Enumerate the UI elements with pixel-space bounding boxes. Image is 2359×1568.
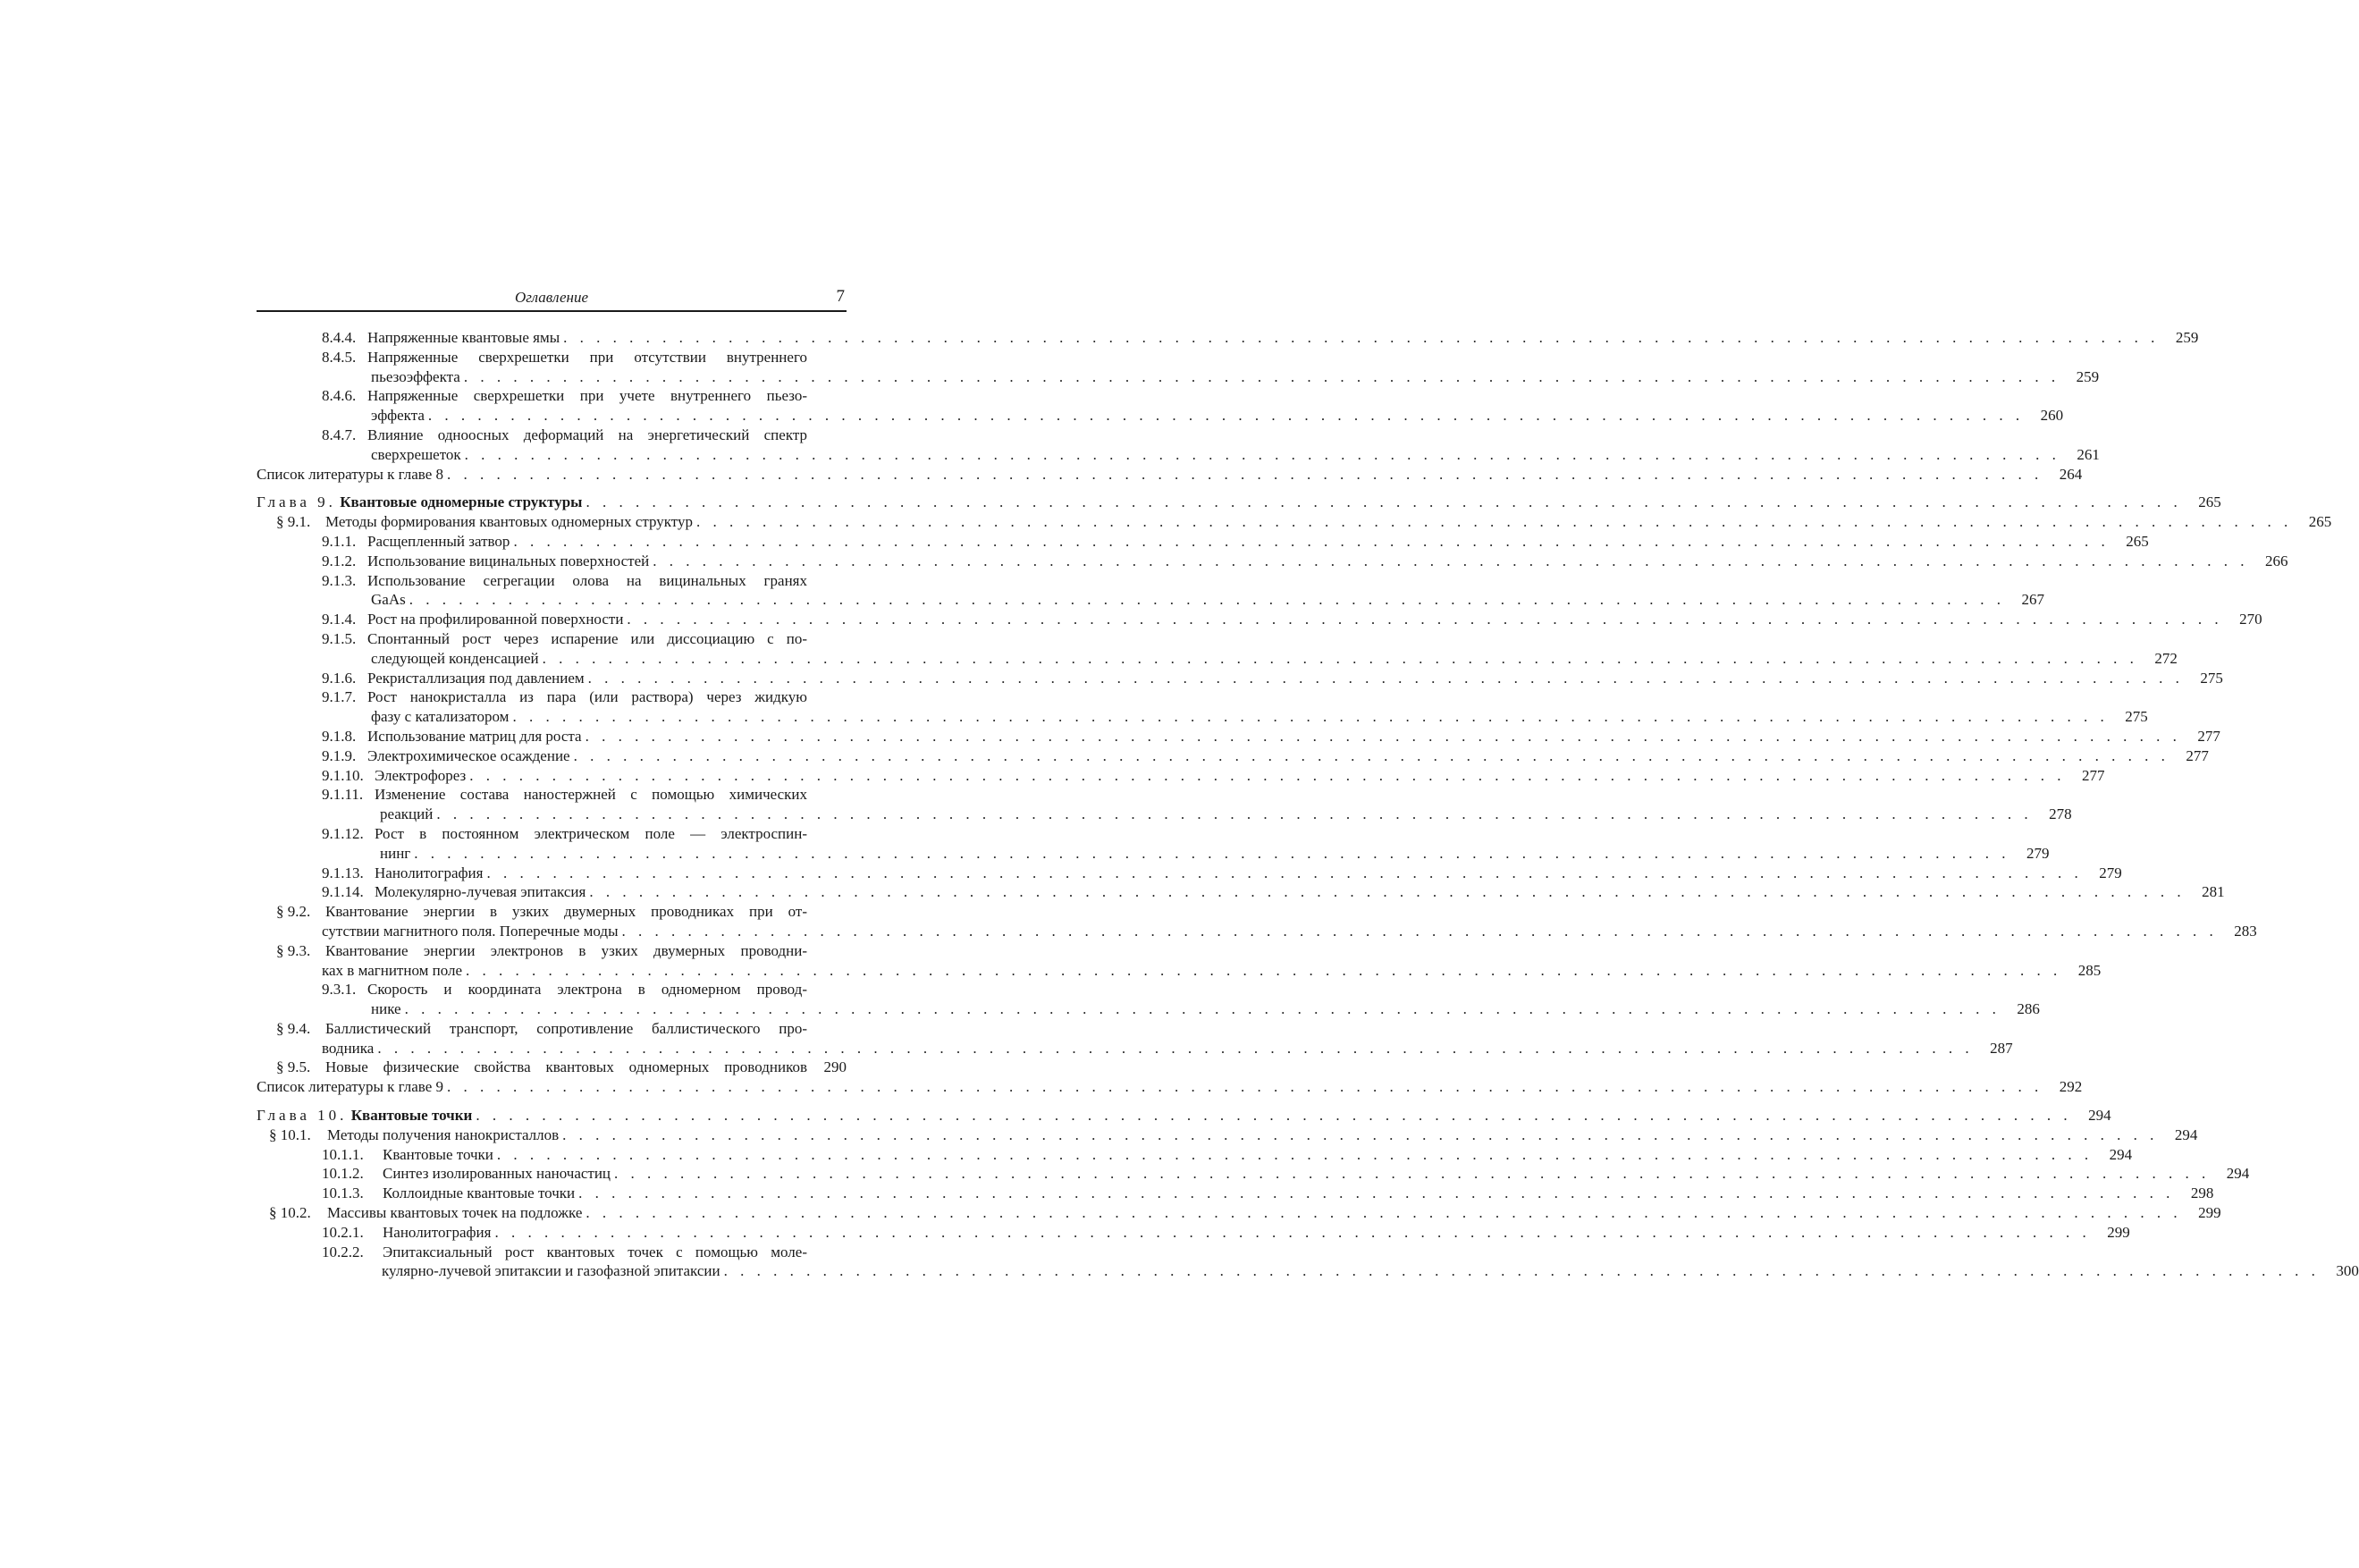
entry-number: 8.4.4. [322, 329, 357, 346]
toc-entry-8-4-6[interactable] [257, 386, 847, 406]
entry-page: 260 [2040, 407, 2064, 425]
dot-leader [374, 1039, 1973, 1058]
toc-entry-10-2-2-cont[interactable] [257, 1261, 2359, 1281]
toc-references-chapter-8[interactable] [257, 465, 2083, 485]
toc-entry-9-1-2[interactable] [257, 552, 2288, 571]
entry-page: 270 [2239, 611, 2262, 628]
dot-leader [570, 746, 2169, 766]
toc-entry-9-1-5-cont[interactable] [257, 649, 2178, 669]
entry-title-cont: нике [371, 1000, 401, 1018]
entry-number: 9.1.10. [322, 766, 364, 784]
toc-entry-8-4-5-cont[interactable] [257, 367, 2100, 387]
toc-entry-9-1-11-cont[interactable] [257, 805, 2072, 824]
dot-leader [460, 367, 2060, 387]
toc-entry-10-1-2[interactable] [257, 1164, 2250, 1184]
dot-leader [462, 961, 2061, 981]
toc-entry-9-1-6[interactable] [257, 669, 2223, 688]
toc-entry-8-4-7-cont[interactable] [257, 445, 2100, 465]
entry-page: 261 [2077, 445, 2100, 463]
dot-leader [472, 1106, 2071, 1125]
chapter-label: Глава 10. [257, 1107, 348, 1125]
entry-number: § 9.3. [276, 941, 311, 959]
entry-title: Массивы квантовых точек на подложке [327, 1204, 583, 1222]
toc-section-10-2[interactable] [257, 1203, 2221, 1223]
dot-leader [693, 512, 2292, 532]
dot-leader [493, 1145, 2093, 1165]
dot-leader [582, 727, 2181, 746]
entry-title: Методы получения нанокристаллов [327, 1125, 560, 1143]
dot-leader [443, 465, 2043, 485]
entry-title: Использование сегрегации олова на вицинальных гранях [367, 571, 807, 589]
entry-page: 259 [2175, 329, 2199, 346]
entry-number: 9.1.1. [322, 532, 357, 550]
entry-number: 9.1.3. [322, 571, 357, 589]
entry-page: 294 [2088, 1107, 2111, 1125]
entry-page: 294 [2174, 1125, 2198, 1143]
entry-title-cont: пьезоэффекта [371, 367, 460, 385]
entry-number: 9.1.8. [322, 727, 357, 745]
entry-page: 277 [2081, 766, 2105, 784]
entry-page: 277 [2197, 727, 2220, 745]
entry-number: § 9.5. [276, 1058, 311, 1076]
entry-title-cont: кулярно-лучевой эпитаксии и газофазной эпитаксии [382, 1262, 720, 1280]
dot-leader [410, 844, 2009, 864]
toc-entry-9-1-10[interactable] [257, 766, 2105, 786]
entry-number: 9.1.4. [322, 611, 357, 628]
toc-entry-9-1-11[interactable] [257, 785, 847, 805]
toc-section-9-2[interactable] [257, 902, 847, 922]
toc-chapter-9[interactable] [257, 493, 2221, 512]
entry-page: 275 [2125, 708, 2148, 726]
toc-section-9-4-cont[interactable] [257, 1039, 2013, 1058]
toc-entry-10-1-1[interactable] [257, 1145, 2133, 1165]
entry-page: 277 [2186, 746, 2209, 764]
toc-section-10-1[interactable] [257, 1125, 2198, 1145]
entry-page: 300 [2336, 1262, 2359, 1280]
entry-number: 9.1.9. [322, 746, 357, 764]
entry-number: 10.1.1. [322, 1145, 364, 1163]
chapter-title: Квантовые одномерные структуры [340, 493, 583, 511]
toc-entry-9-1-5[interactable] [257, 629, 847, 649]
toc-section-9-4[interactable] [257, 1019, 847, 1039]
entry-title: Нанолитография [375, 864, 484, 881]
toc-entry-8-4-5[interactable] [257, 348, 847, 367]
entry-title: Напряженные квантовые ямы [367, 329, 560, 346]
toc-entry-9-1-9[interactable] [257, 746, 2209, 766]
entry-title: Расщепленный затвор [367, 532, 510, 550]
toc-entry-10-2-1[interactable] [257, 1223, 2130, 1243]
entry-page: 278 [2049, 805, 2072, 823]
entry-title: Молекулярно-лучевая эпитаксия [375, 883, 586, 901]
entry-page: 259 [2076, 367, 2100, 385]
dot-leader [509, 707, 2108, 727]
entry-page: 265 [2198, 493, 2221, 511]
dot-leader [483, 864, 2082, 883]
entry-number: 8.4.7. [322, 426, 357, 443]
entry-number: 9.1.5. [322, 629, 357, 647]
entry-page: 275 [2200, 669, 2223, 687]
entry-title: Список литературы к главе 9 [257, 1078, 443, 1096]
toc-section-9-3-cont[interactable] [257, 961, 2102, 981]
entry-page: 283 [2234, 922, 2257, 940]
dot-leader [425, 406, 2024, 426]
entry-title: Синтез изолированных наночастиц [383, 1165, 611, 1183]
dot-leader [433, 805, 2032, 824]
toc-entry-9-3-1[interactable] [257, 980, 847, 999]
entry-number: 9.1.7. [322, 688, 357, 706]
toc-entry-8-4-4[interactable] [257, 328, 2199, 348]
entry-title: Электрохимическое осаждение [367, 746, 570, 764]
toc-entry-9-1-12[interactable] [257, 824, 847, 844]
entry-title-cont: сутствии магнитного поля. Поперечные моды [322, 922, 619, 940]
entry-page: 281 [2202, 883, 2225, 901]
dot-leader [586, 882, 2185, 902]
entry-number: 9.1.13. [322, 864, 364, 881]
dot-leader [539, 649, 2138, 669]
entry-page: 267 [2021, 591, 2044, 609]
entry-page: 287 [1990, 1039, 2013, 1057]
toc-section-9-1[interactable] [257, 512, 2332, 532]
entry-title: Новые физические свойства квантовых одномерных проводников [325, 1058, 807, 1076]
entry-number: 10.2.2. [322, 1243, 364, 1260]
toc-entry-9-1-13[interactable] [257, 864, 2122, 883]
dot-leader [575, 1184, 2174, 1203]
entry-title: Напряженные сверхрешетки при учете внутреннего пьезо- [367, 387, 807, 405]
table-of-contents [257, 328, 2359, 1281]
entry-page: 286 [2017, 1000, 2040, 1018]
toc-entry-9-1-12-cont[interactable] [257, 844, 2050, 864]
dot-leader [401, 999, 2001, 1019]
toc-section-9-2-cont[interactable] [257, 922, 2257, 941]
entry-page: 272 [2154, 649, 2178, 667]
running-title: Оглавление [514, 289, 589, 306]
entry-number: 10.1.2. [322, 1165, 364, 1183]
toc-chapter-10[interactable] [257, 1106, 2111, 1125]
entry-page: 279 [2026, 844, 2050, 862]
entry-title: Рекристаллизация под давлением [367, 669, 585, 687]
entry-number: 9.3.1. [322, 981, 357, 999]
entry-title-cont: фазу с катализатором [371, 708, 510, 726]
dot-leader [560, 328, 2159, 348]
entry-title: Баллистический транспорт, сопротивление баллистического про- [325, 1019, 807, 1037]
entry-page: 294 [2226, 1165, 2250, 1183]
entry-title-cont: ках в магнитном поле [322, 961, 463, 979]
entry-title-cont: эффекта [371, 407, 425, 425]
toc-entry-9-1-14[interactable] [257, 882, 2225, 902]
dot-leader [582, 1203, 2181, 1223]
dot-leader [443, 1077, 2043, 1097]
entry-title: Влияние одноосных деформаций на энергетический спектр [367, 426, 807, 443]
dot-leader [720, 1261, 2320, 1281]
toc-entry-9-1-1[interactable] [257, 532, 2149, 552]
entry-title: Эпитаксиальный рост квантовых точек с помощью моле- [383, 1243, 807, 1260]
entry-number: 10.2.1. [322, 1223, 364, 1241]
entry-title: Рост в постоянном электрическом поле — электроспин- [375, 824, 807, 842]
entry-title: Напряженные сверхрешетки при отсутствии внутреннего [367, 348, 807, 366]
toc-section-9-5[interactable] [257, 1058, 847, 1077]
entry-number: 9.1.6. [322, 669, 357, 687]
entry-title: Методы формирования квантовых одномерных структур [325, 513, 694, 531]
entry-number: § 10.2. [269, 1204, 311, 1222]
entry-page: 264 [2059, 465, 2083, 483]
dot-leader [619, 922, 2218, 941]
toc-entry-9-3-1-cont[interactable] [257, 999, 2040, 1019]
entry-number: 9.1.11. [322, 786, 364, 804]
entry-title: Использование вицинальных поверхностей [367, 552, 650, 569]
entry-title-cont: сверхрешеток [371, 445, 461, 463]
chapter-label: Глава 9. [257, 493, 336, 511]
entry-number: § 10.1. [269, 1125, 311, 1143]
entry-number: 9.1.12. [322, 824, 364, 842]
dot-leader [611, 1164, 2210, 1184]
dot-leader [461, 445, 2060, 465]
entry-title-cont: нинг [380, 844, 411, 862]
toc-entry-9-1-7[interactable] [257, 687, 847, 707]
entry-page: 266 [2264, 552, 2288, 569]
entry-number: § 9.1. [276, 513, 311, 531]
dot-leader [623, 610, 2222, 629]
page-header [257, 289, 847, 312]
entry-title-cont: реакций [380, 805, 434, 823]
entry-title-cont: GaAs [371, 591, 406, 609]
entry-title: Электрофорез [375, 766, 467, 784]
toc-entry-9-1-3-cont[interactable] [257, 590, 2044, 610]
entry-number: 8.4.5. [322, 348, 357, 366]
entry-title: Рост нанокристалла из пара (или раствора) через жидкую [367, 688, 807, 706]
entry-page: 294 [2109, 1145, 2133, 1163]
entry-title: Скорость и координата электрона в одномерном провод- [367, 981, 807, 999]
entry-title: Нанолитография [383, 1223, 492, 1241]
dot-leader [466, 766, 2065, 786]
entry-number: 8.4.6. [322, 387, 357, 405]
entry-page: 290 [823, 1058, 847, 1076]
entry-number: 9.1.2. [322, 552, 357, 569]
chapter-heading [257, 493, 582, 512]
dot-leader [649, 552, 2248, 571]
entry-number: § 9.2. [276, 903, 311, 921]
entry-number: 9.1.14. [322, 883, 364, 901]
entry-title: Квантование энергии в узких двумерных проводниках при от- [325, 903, 807, 921]
toc-entry-9-1-8[interactable] [257, 727, 2220, 746]
chapter-heading [257, 1106, 472, 1125]
entry-title-cont: водника [322, 1039, 375, 1057]
entry-page: 299 [2107, 1223, 2130, 1241]
toc-section-9-3[interactable] [257, 941, 847, 961]
entry-number: § 9.4. [276, 1019, 311, 1037]
entry-title: Коллоидные квантовые точки [383, 1184, 576, 1202]
dot-leader [585, 669, 2184, 688]
toc-entry-9-1-3[interactable] [257, 571, 847, 591]
toc-entry-8-4-7[interactable] [257, 426, 847, 445]
entry-title-cont: следующей конденсацией [371, 649, 539, 667]
entry-page: 285 [2077, 961, 2102, 979]
chapter-title: Квантовые точки [350, 1107, 473, 1125]
dot-leader [582, 493, 2181, 512]
entry-title: Список литературы к главе 8 [257, 465, 443, 483]
page-number: 7 [836, 287, 845, 306]
entry-title: Спонтанный рост через испарение или диссоциацию с по- [367, 629, 807, 647]
entry-title: Использование матриц для роста [367, 727, 582, 745]
toc-references-chapter-9[interactable] [257, 1077, 2083, 1097]
entry-page: 298 [2190, 1184, 2214, 1202]
toc-entry-10-2-2[interactable] [257, 1243, 847, 1262]
entry-title: Квантование энергии электронов в узких двумерных проводни- [325, 941, 807, 959]
toc-entry-9-1-7-cont[interactable] [257, 707, 2148, 727]
entry-number: 10.1.3. [322, 1184, 364, 1202]
toc-entry-10-1-3[interactable] [257, 1184, 2214, 1203]
entry-page: 279 [2099, 864, 2122, 881]
toc-entry-9-1-4[interactable] [257, 610, 2262, 629]
entry-title: Изменение состава наностержней с помощью химических [375, 786, 807, 804]
dot-leader [559, 1125, 2158, 1145]
entry-page: 292 [2059, 1078, 2083, 1096]
entry-page: 265 [2126, 532, 2149, 550]
dot-leader [406, 590, 2005, 610]
entry-page: 299 [2198, 1204, 2221, 1222]
entry-title: Квантовые точки [383, 1145, 493, 1163]
entry-page: 265 [2308, 513, 2332, 531]
dot-leader [510, 532, 2109, 552]
entry-title: Рост на профилированной поверхности [367, 611, 624, 628]
toc-entry-8-4-6-cont[interactable] [257, 406, 2064, 426]
dot-leader [491, 1223, 2090, 1243]
